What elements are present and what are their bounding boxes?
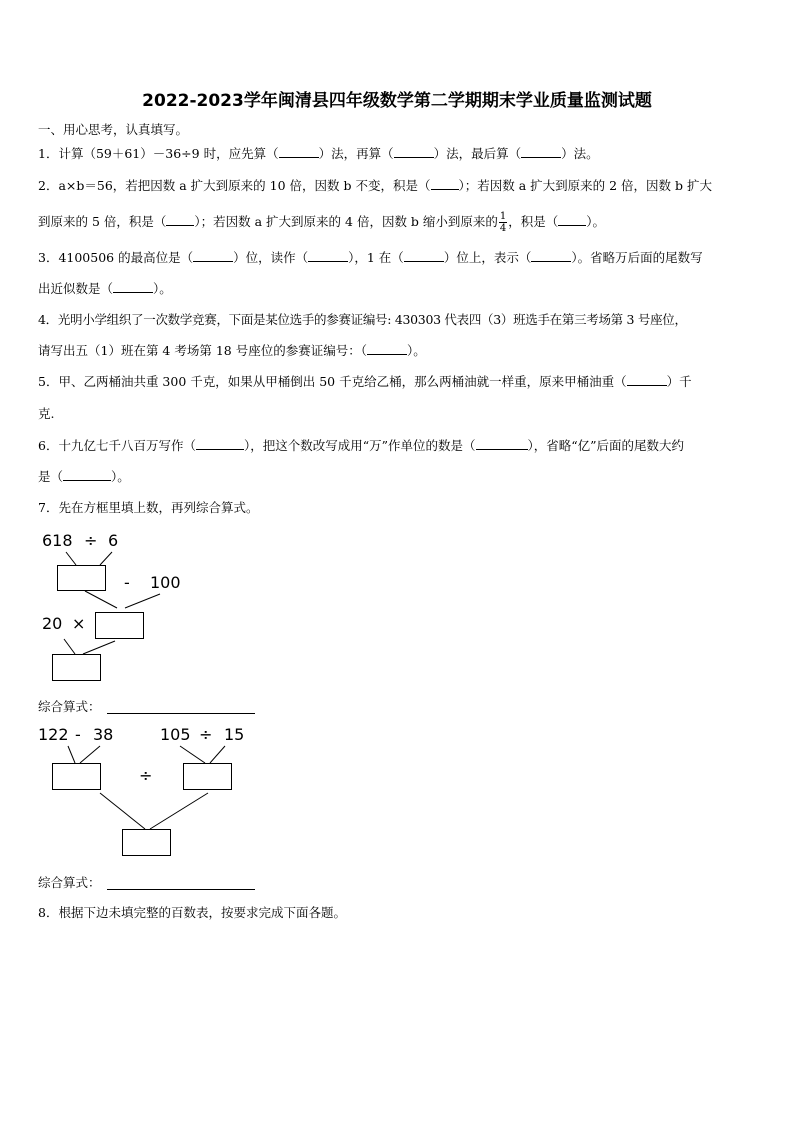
q2-text-e: ，积是（ — [508, 214, 559, 229]
fraction-denominator: 4 — [499, 223, 507, 234]
q3-text-c: ），1 在（ — [348, 250, 404, 265]
answer-box[interactable] — [52, 654, 101, 681]
diagram-2-number-38: 38 — [93, 725, 114, 744]
diagram-2-number-15: 15 — [224, 725, 245, 744]
question-8 — [38, 897, 756, 929]
divide-operator: ÷ — [139, 766, 153, 785]
diagram-2-number-105: 105 — [160, 725, 191, 744]
diagram-1-number-20: 20 — [42, 614, 63, 633]
answer-box[interactable] — [95, 612, 144, 639]
answer-box[interactable] — [183, 763, 232, 790]
answer-box[interactable] — [122, 829, 171, 856]
q3-text-b: ）位，读作（ — [233, 250, 309, 265]
q6-text-a: 6．十九亿七千八百万写作（ — [38, 438, 196, 453]
q6-text-c: ），省略“亿”后面的尾数大约 — [527, 438, 685, 453]
q1-text-c: ）法，最后算（ — [433, 146, 522, 161]
combined-formula-label: 综合算式： — [38, 875, 101, 890]
q2-text-c: 到原来的 5 倍，积是（ — [38, 214, 167, 229]
minus-operator: - — [124, 573, 130, 592]
q6-text-d: 是（ — [38, 469, 64, 484]
q4-text-a: 4．光明小学组织了一次数学竞赛，下面是某位选手的参赛证编号: 430303 代表四（3）班选手在第三考场第 3 号座位， — [38, 312, 687, 327]
diagram-1-number-6: 6 — [108, 531, 119, 550]
fraction-numerator: 1 — [499, 211, 507, 222]
q6-text-e: ）。 — [111, 469, 130, 484]
combined-formula-input[interactable] — [107, 888, 255, 890]
q8-text: 8．根据下边未填完整的百数表，按要求完成下面各题。 — [38, 905, 346, 920]
q6-text-b: ），把这个数改写成用“万”作单位的数是（ — [243, 438, 476, 453]
q5-text-a: 5．甲、乙两桶油共重 300 千克，如果从甲桶倒出 50 千克给乙桶，那么两桶油就一样重，原来甲桶油重（ — [38, 374, 627, 389]
q5-text-c: 克. — [38, 406, 55, 421]
q2-text-a: 2．a×b＝56，若把因数 a 扩大到原来的 10 倍，因数 b 不变，积是（ — [38, 178, 431, 193]
page-title: 2022-2023学年闽清县四年级数学第二学期期末学业质量监测试题 — [142, 91, 652, 111]
combined-formula-label: 综合算式： — [38, 699, 101, 714]
divide-operator: ÷ — [199, 725, 213, 744]
q1-text-d: ）法。 — [561, 146, 599, 161]
q2-text-b: ）；若因数 a 扩大到原来的 2 倍，因数 b 扩大 — [458, 178, 712, 193]
diagram-1-number-618: 618 — [42, 531, 73, 550]
q2-text-d: ）；若因数 a 扩大到原来的 4 倍，因数 b 缩小到原来的 — [194, 214, 498, 229]
q3-text-d: ）位上，表示（ — [443, 250, 532, 265]
diagram-1-number-100: 100 — [150, 573, 181, 592]
minus-operator: - — [75, 725, 81, 744]
q3-text-e: ）。省略万后面的尾数写 — [571, 250, 703, 265]
q1-text-a: 1．计算（59＋61）－36÷9 时，应先算（ — [38, 146, 279, 161]
q7-text: 7．先在方框里填上数，再列综合算式。 — [38, 500, 259, 515]
divide-operator: ÷ — [84, 531, 98, 550]
section-heading: 一、用心思考，认真填写。 — [38, 122, 189, 137]
diagram-2-number-122: 122 — [38, 725, 69, 744]
q4-text-c: ）。 — [406, 343, 426, 358]
q5-text-b: ）千 — [666, 374, 692, 389]
combined-formula-input[interactable] — [107, 712, 255, 714]
q3-text-f: 出近似数是（ — [38, 281, 114, 296]
answer-box[interactable] — [57, 565, 106, 591]
answer-box[interactable] — [52, 763, 101, 790]
q3-text-g: ）。 — [153, 281, 172, 296]
q3-text-a: 3．4100506 的最高位是（ — [38, 250, 194, 265]
q1-text-b: ）法，再算（ — [318, 146, 394, 161]
q2-text-f: ）。 — [586, 214, 606, 229]
multiply-operator: × — [72, 614, 86, 633]
q4-text-b: 请写出五（1）班在第 4 考场第 18 号座位的参赛证编号：（ — [38, 343, 367, 358]
